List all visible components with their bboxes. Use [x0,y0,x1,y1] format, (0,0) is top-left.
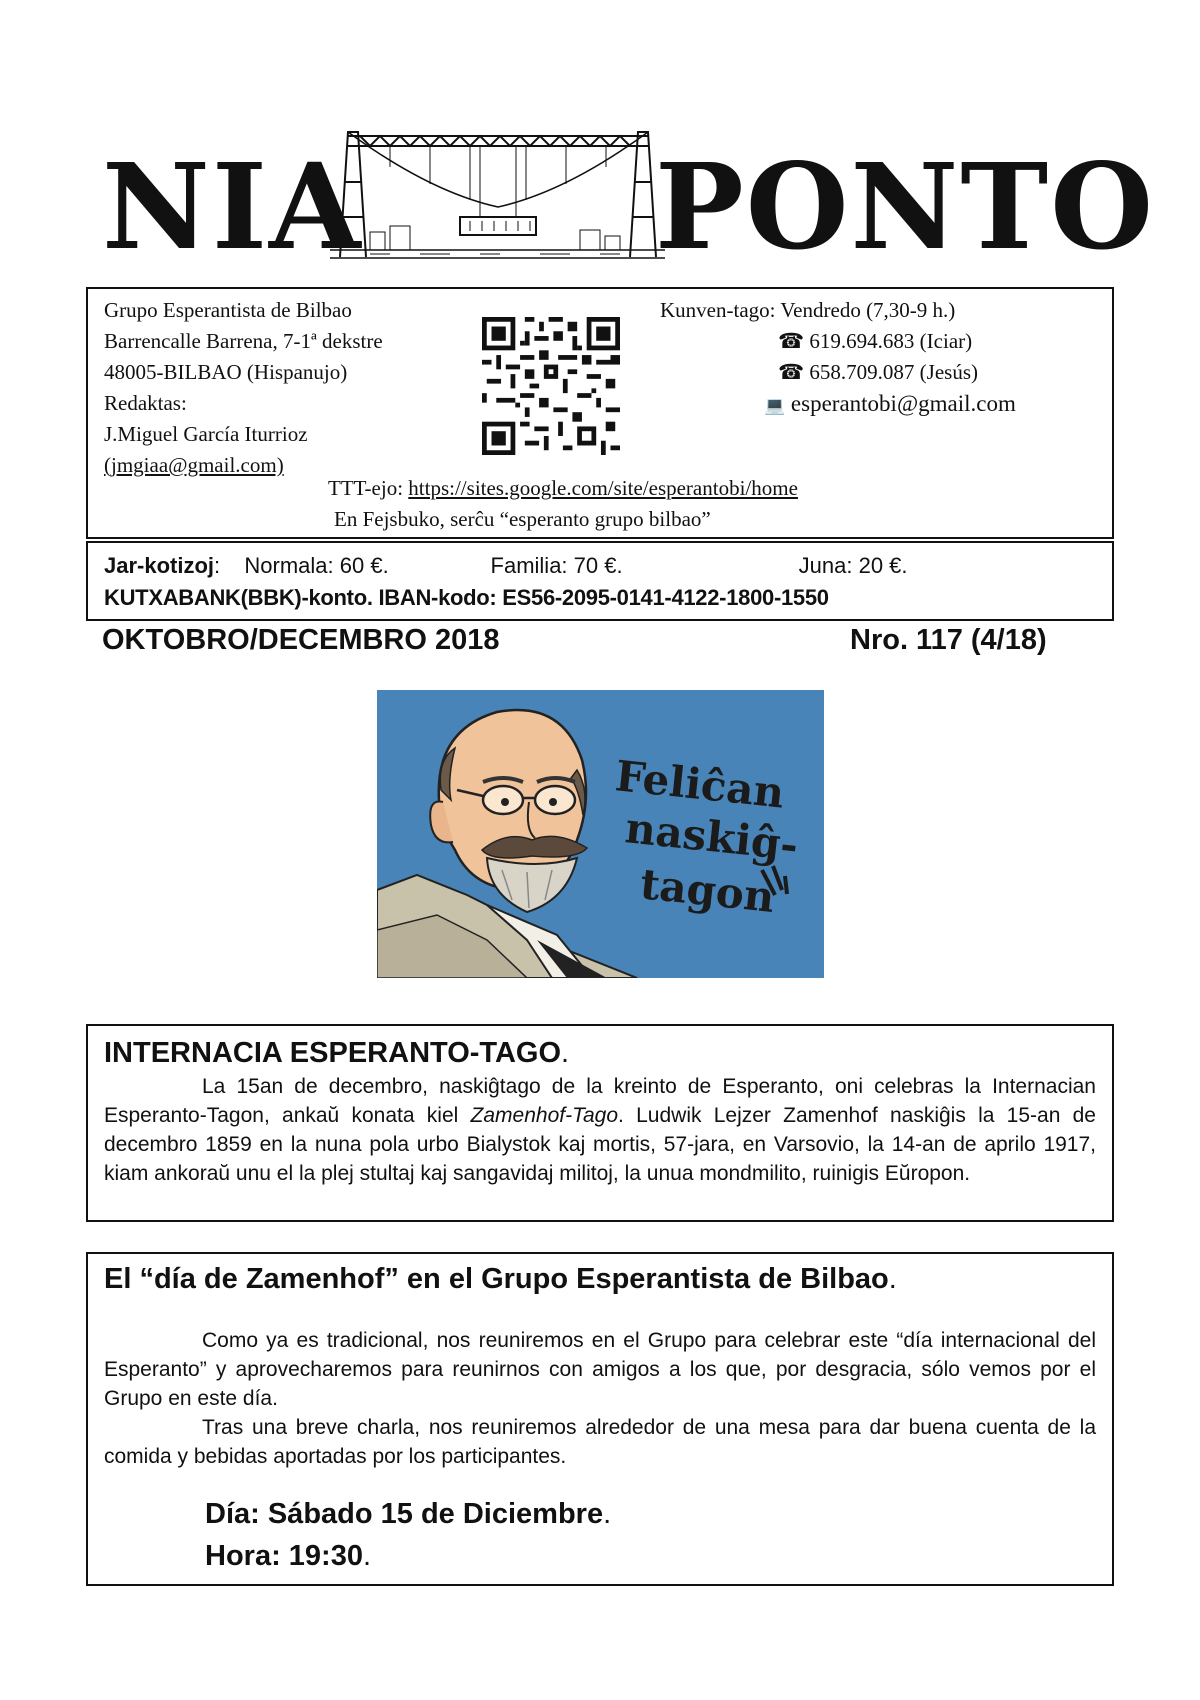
group-email[interactable]: esperantobi@gmail.com [790,391,1016,416]
article-zamenhof-day-bilbao [86,1252,1114,1586]
editor-name: J.Miguel García Iturrioz [104,422,308,446]
article-title [104,1036,1096,1070]
website-label: TTT-ejo: [328,476,409,500]
event-time [104,1535,1096,1577]
meeting-time: Kunven-tago: Vendredo (7,30-9 h.) [660,298,956,322]
info-box [86,287,1114,539]
event-day [104,1493,1096,1535]
issue-number: Nro. 117 (4/18) [850,624,1047,656]
meeting-block [660,295,1016,422]
illustration-caption-2: naskiĝ- [622,803,801,871]
event-punct: . [362,1540,372,1572]
article-title [104,1262,1096,1296]
event-day-text: Día: Sábado 15 de Diciembre [205,1498,604,1530]
computer-icon: 💻 [764,396,786,416]
event-punct: . [603,1498,612,1530]
article-body [104,1072,1096,1188]
article-body-part: . Ludwik Lejzer Zamenhof naskiĝis la 15-an de decembro 1859 en la nuna pola urbo Bialystok kaj mortis, 57-jara, en Varsovio, la 14-an de aprilo 1917, kiam ankoraŭ unu el la plej stultaj kaj sangavidaj militoj, la unua mondmilito, ruinigis Eŭropon. [104,1104,1096,1185]
article-esperanto-day [86,1024,1114,1222]
phone-number: 658.709.087 (Jesús) [809,360,978,384]
zamenhof-portrait-illustration [377,690,824,978]
article-paragraph: Tras una breve charla, nos reuniremos alrededor de una mesa para dar buena cuenta de la comida y bebidas aportadas por los participantes. [104,1416,1096,1468]
contact-block [104,295,383,481]
masthead-title-right: PONTO [655,137,1155,276]
article-title-punct: . [561,1037,570,1069]
masthead-title-left: NIA [102,137,363,276]
illustration-caption-3: tagon [637,859,777,923]
article-title-text: INTERNACIA ESPERANTO-TAGO [104,1037,562,1069]
dues-colon: : [214,553,221,578]
website-link[interactable]: https://sites.google.com/site/esperantobi/home [408,476,798,500]
dues-normal: Normala: 60 €. [244,553,389,578]
address-street: Barrencalle Barrena, 7-1ª dekstre [104,329,383,353]
email-line [660,388,1016,422]
dues-box [86,541,1114,621]
article-title-punct: . [888,1263,897,1295]
dues-family: Familia: 70 €. [490,553,623,578]
phone-icon: ☎ [778,329,805,353]
bridge-icon [330,122,665,262]
dues-youth: Juna: 20 €. [798,553,908,578]
phone-icon: ☎ [778,360,805,384]
article-title-text: El “día de Zamenhof” en el Grupo Esperantista de Bilbao [104,1263,889,1295]
website-line [328,473,798,504]
editor-label: Redaktas: [104,391,187,415]
issue-date: OKTOBRO/DECEMBRO 2018 [102,624,500,656]
dues-row [104,553,908,579]
editor-email-link[interactable]: (jmgiaa@gmail.com) [104,453,284,477]
article-body-emphasis: Zamenhof-Tago [470,1104,619,1127]
group-name: Grupo Esperantista de Bilbao [104,298,352,322]
phone-number: 619.694.683 (Iciar) [809,329,973,353]
article-body-part: La 15an de decembro, naskiĝtago de la kreinto de Esperanto, oni celebras la Internacian Esperanto-Tagon, ankaŭ konata kiel [104,1075,1096,1127]
illustration-caption-1: Feliĉan [612,751,787,818]
article-paragraph: Como ya es tradicional, nos reuniremos en el Grupo para celebrar este “día internacional del Esperanto” y aprovecharemos para reunirnos con amigos a los que, por desgracia, sólo vemos por el Grupo en este día. [104,1329,1096,1410]
dues-label: Jar-kotizoj [104,553,215,578]
phone-iciar [660,326,1016,357]
event-time-text: Hora: 19:30 [205,1540,363,1572]
address-city: 48005-BILBAO (Hispanujo) [104,360,348,384]
facebook-line: En Fejsbuko, serĉu “esperanto grupo bilbao” [334,507,711,531]
bank-account: KUTXABANK(BBK)-konto. IBAN-kodo: ES56-2095-0141-4122-1800-1550 [104,585,829,610]
qr-code-icon [482,317,620,455]
phone-jesus [660,357,1016,388]
